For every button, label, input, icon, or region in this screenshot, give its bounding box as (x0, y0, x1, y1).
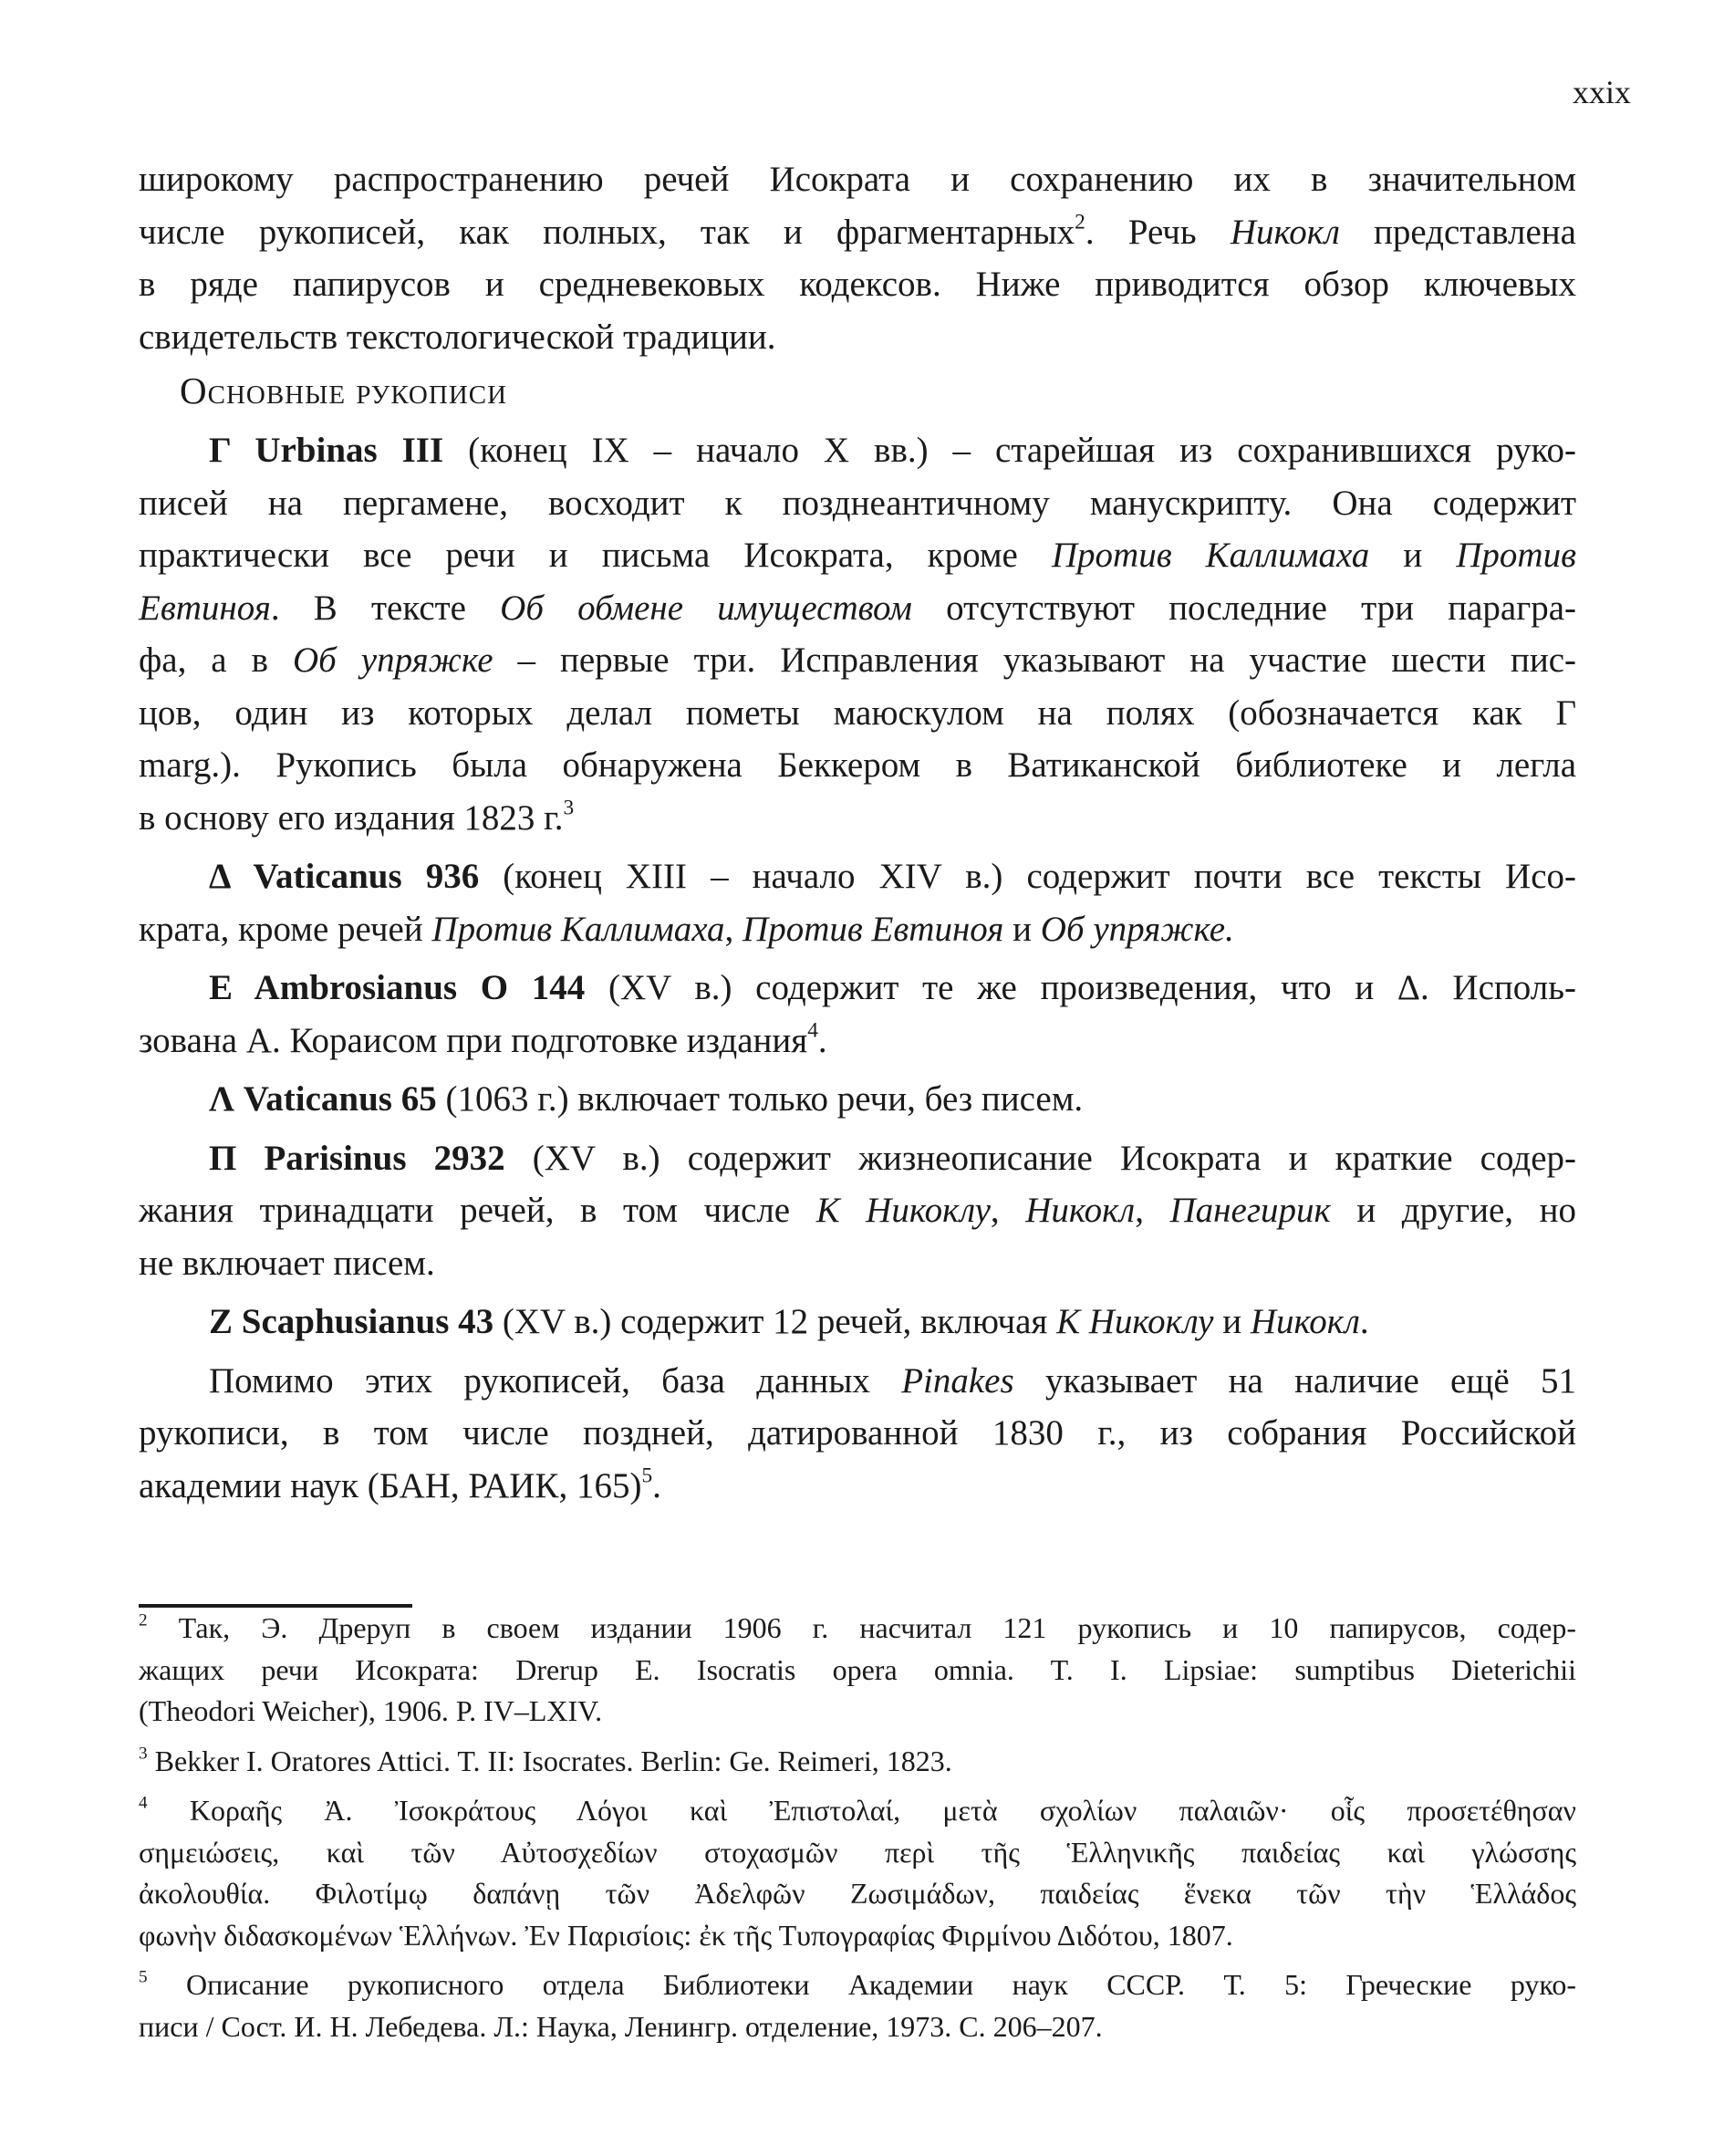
text-run: крата, кроме речей (139, 909, 432, 949)
text-line (139, 1184, 1576, 1237)
italic-title: Никокл (1230, 212, 1340, 252)
text-line (139, 1073, 1576, 1126)
manuscript-siglum: E Ambrosianus O 144 (209, 968, 586, 1007)
text-run: . Речь (1085, 212, 1231, 252)
text-run: . В тексте (270, 588, 501, 628)
text-run: академии наук (БАН, РАИК, 165) (139, 1465, 642, 1505)
text-line (139, 258, 1576, 311)
text-line (139, 1355, 1576, 1408)
text-line (139, 1296, 1576, 1349)
italic-title: К Никоклу (815, 1191, 991, 1230)
text-line (139, 1407, 1576, 1460)
text-run: практически все речи и письма Исократа, кроме (139, 536, 1052, 575)
text-run: жания тринадцати речей, в том числе (139, 1191, 816, 1230)
text-run: , (724, 909, 743, 949)
footnote-ref: 3 (139, 1744, 148, 1764)
italic-title: Никокл (1250, 1302, 1360, 1341)
text-line (139, 1915, 1576, 1957)
text-line (139, 2006, 1576, 2048)
text-run: рукописи, в том числе поздней, датированной 1830 г., из собрания Российской (139, 1413, 1576, 1453)
footnote-ref: 2 (139, 1610, 148, 1630)
footnotes (139, 1608, 1576, 2047)
text-line (139, 529, 1576, 582)
text-line (139, 582, 1576, 635)
text-line (139, 1691, 1576, 1733)
text-run: (1063 г.) включает только речи, без писем. (436, 1079, 1084, 1119)
text-run: Bekker I. Oratores Attici. T. II: Isocrates. Berlin: Ge. Reimeri, 1823. (147, 1744, 952, 1777)
footnote-ref: 3 (563, 796, 575, 820)
italic-title: Евтиноя (139, 588, 271, 628)
text-line (139, 424, 1576, 477)
text-run: φωνὴν διδασκομένων Ἑλλήνων. Ἐν Παρισίοις: ἐκ τῆς Τυπογραφίας Φιρμίνου Διδότου, 1807. (139, 1918, 1233, 1952)
text-line (139, 1608, 1576, 1650)
text-run: цов, один из которых делал пометы маюскулом на полях (обозначается как Γ (139, 693, 1576, 733)
paragraph (139, 424, 1576, 844)
page-number: xxix (1572, 74, 1631, 110)
text-run: . (652, 1465, 661, 1505)
italic-title: К Никоклу (1056, 1302, 1214, 1341)
italic-title: Об упряжке. (1040, 909, 1234, 949)
text-run: указывает на наличие ещё 51 (1013, 1360, 1577, 1401)
text-line (139, 1741, 1576, 1783)
text-run: не включает писем. (139, 1243, 435, 1283)
manuscript-siglum: Γ Urbinas III (209, 431, 444, 470)
footnote (139, 1964, 1576, 2047)
text-line (139, 1873, 1576, 1915)
text-run: ἀκολουθία. Φιλοτίμῳ δαπάνῃ τῶν Ἀδελφῶν Ζωσιμάδων, παιδείας ἕνεκα τῶν τὴν Ἑλλάδος (139, 1877, 1576, 1910)
text-run: в ряде папирусов и средневековых кодексов. Ниже приводится обзор ключевых (139, 265, 1576, 304)
text-line (139, 962, 1576, 1015)
text-run: Κοραῆς Ἀ. Ἰσοκράτους Λόγοι καὶ Ἐπιστολαί, μετὰ σχολίων παλαιῶν· οἷς προσετέθησαν (147, 1794, 1576, 1827)
text-run: писей на пергамене, восходит к позднеантичному манускрипту. Она содержит (139, 483, 1576, 523)
text-line (139, 1015, 1576, 1068)
text-run: жащих речи Исократа: Drerup E. Isocratis opera omnia. T. I. Lipsiae: sumptibus Dieterichii (139, 1652, 1576, 1686)
text-run: и другие, но (1330, 1191, 1577, 1230)
text-line (139, 1650, 1576, 1692)
main-text (139, 153, 1576, 1512)
text-run: отсутствуют последние три парагра- (911, 588, 1576, 628)
text-run: Помимо этих рукописей, база данных (209, 1360, 902, 1401)
footnote-ref: 4 (139, 1793, 148, 1813)
text-line (139, 850, 1576, 903)
text-run: числе рукописей, как полных, так и фрагментарных (139, 212, 1075, 252)
paragraph (139, 1073, 1576, 1126)
text-line (139, 1460, 1576, 1513)
text-run: писи / Сост. И. Н. Лебедева. Л.: Наука, Ленингр. отделение, 1973. С. 206–207. (139, 2009, 1103, 2043)
italic-title: Против Каллимаха (1051, 536, 1370, 575)
text-line (139, 903, 1576, 956)
italic-title: Об обмене имуществом (500, 588, 912, 628)
text-run: в основу его издания 1823 г. (139, 797, 564, 838)
text-line (139, 1964, 1576, 2006)
paragraph (139, 1355, 1576, 1513)
text-run: marg.). Рукопись была обнаружена Беккером в Ватиканской библиотеке и легла (139, 745, 1576, 785)
text-line (139, 1790, 1576, 1832)
text-run: (конец IX – начало X вв.) – старейшая из сохранившихся руко- (443, 431, 1577, 470)
paragraph (139, 962, 1576, 1067)
manuscript-siglum: Z Scaphusianus 43 (209, 1302, 494, 1341)
text-run: Описание рукописного отдела Библиотеки Академии наук СССР. Т. 5: Греческие руко- (147, 1968, 1576, 2001)
footnote-ref: 4 (807, 1018, 818, 1043)
text-line (139, 634, 1576, 687)
italic-title: Pinakes (901, 1360, 1014, 1401)
paragraph (139, 1296, 1576, 1349)
footnote-ref: 5 (641, 1463, 653, 1488)
italic-title: Против Евтиноя (743, 909, 1004, 949)
text-run: представлена (1339, 212, 1576, 252)
text-run: – первые три. Исправления указывают на участие шести пис- (493, 641, 1576, 680)
paragraph (139, 1132, 1576, 1290)
text-run: и (1369, 536, 1457, 575)
text-line (139, 792, 1576, 845)
text-run: (XV в.) содержит 12 речей, включая (493, 1302, 1057, 1341)
text-run: (XV в.) содержит те же произведения, что и Δ. Исполь- (585, 968, 1576, 1007)
footnote (139, 1608, 1576, 1733)
text-run: свидетельств текстологической традиции. (139, 317, 776, 357)
italic-title: Против Каллимаха (431, 909, 725, 949)
footnote-ref: 2 (1075, 210, 1085, 234)
text-line (139, 1237, 1576, 1290)
manuscript-siglum: Π Parisinus 2932 (209, 1138, 505, 1178)
text-line (139, 477, 1576, 530)
text-run: и (1213, 1302, 1251, 1341)
text-run: σημειώσεις, καὶ τῶν Αὐτοσχεδίων στοχασμῶν περὶ τῆς Ἑλληνικῆς παιδείας καὶ γλώσσης (139, 1835, 1576, 1869)
footnote-ref: 5 (139, 1967, 148, 1987)
text-run: , (1135, 1191, 1170, 1230)
italic-title: Против (1456, 536, 1576, 575)
paragraph (139, 850, 1576, 955)
text-line (139, 739, 1576, 792)
text-line (139, 1132, 1576, 1185)
manuscript-siglum: Δ Vaticanus 936 (209, 857, 480, 896)
text-line (139, 206, 1576, 259)
text-run: , (990, 1191, 1026, 1230)
text-run: (Theodori Weicher), 1906. P. IV–LXIV. (139, 1694, 603, 1727)
section-heading: Основные рукописи (180, 370, 508, 411)
text-line (139, 1832, 1576, 1874)
text-run: . (817, 1020, 827, 1060)
italic-title: Панегирик (1169, 1191, 1331, 1230)
italic-title: Никокл (1025, 1191, 1136, 1230)
italic-title: Об упряжке (293, 641, 493, 680)
text-run: фа, а в (139, 641, 293, 680)
text-run: широкому распространению речей Исократа и сохранению их в значительном (139, 160, 1576, 199)
footnote (139, 1741, 1576, 1783)
text-run: (XV в.) содержит жизнеописание Исократа и краткие содер- (504, 1138, 1577, 1178)
text-line (139, 311, 1576, 364)
text-run: Так, Э. Дреруп в своем издании 1906 г. насчитал 121 рукопись и 10 папирусов, содер- (147, 1611, 1576, 1644)
text-run: зована А. Кораисом при подготовке издания (139, 1020, 808, 1060)
text-run: . (1359, 1302, 1369, 1341)
footnote (139, 1790, 1576, 1956)
paragraph (139, 153, 1576, 363)
text-run: (конец XIII – начало XIV в.) содержит почти все тексты Исо- (479, 857, 1577, 896)
manuscript-siglum: Λ Vaticanus 65 (209, 1079, 437, 1119)
text-run: и (1003, 909, 1041, 949)
text-line (139, 153, 1576, 206)
text-line (139, 687, 1576, 740)
